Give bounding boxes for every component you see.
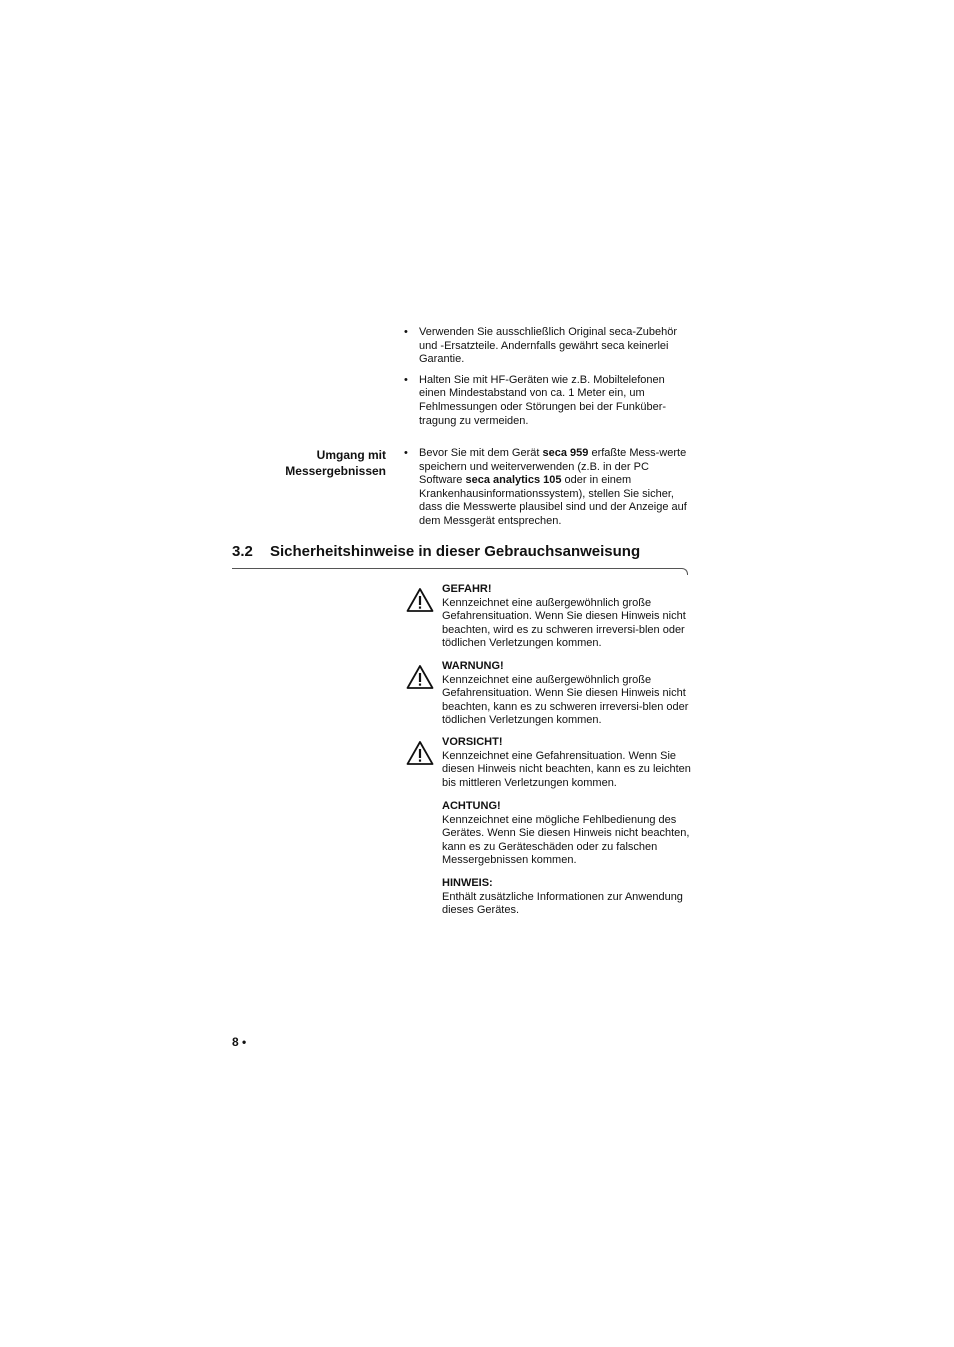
notice-vorsicht — [442, 736, 694, 790]
warning-triangle-icon — [406, 587, 434, 613]
notice-title: VORSICHT! — [442, 736, 503, 748]
notice-title: HINWEIS: — [442, 877, 493, 889]
side-heading-line: Messergebnissen — [285, 464, 386, 478]
notice-warnung — [442, 660, 694, 728]
section-divider-corner — [681, 568, 688, 575]
notice-title: WARNUNG! — [442, 660, 504, 672]
notice-text: Kennzeichnet eine außergewöhnlich große Gefahrensituation. Wenn Sie diesen Hinweis nicht beachten, wird es zu schweren irreversi-blen oder tödlichen Verletzungen kommen. — [442, 596, 686, 650]
bullet-item: • Halten Sie mit HF-Geräten wie z.B. Mobiltelefonen einen Mindestabstand von ca. 1 Meter ein, um Fehlmessungen oder Störungen bei der Funküber-tragung zu vermeiden. — [404, 374, 692, 428]
section-divider — [232, 568, 682, 569]
bullet-item: • Verwenden Sie ausschließlich Original seca-Zubehör und -Ersatzteile. Andernfalls gewährt seca keinerlei Garantie. — [404, 326, 692, 367]
section-heading — [232, 542, 692, 562]
side-heading-line: Umgang mit — [316, 448, 386, 462]
page-number: 8 • — [232, 1035, 247, 1049]
warning-triangle-icon — [406, 740, 434, 766]
bullet-item — [404, 447, 692, 529]
bullet-text: oder in einem Krankenhausinformationssystem), stellen Sie sicher, dass die Messwerte plausibel sind und der Anzeige auf dem Messgerät entsprechen. — [419, 474, 687, 527]
section-title: Sicherheitshinweise in dieser Gebrauchsanweisung — [270, 543, 641, 560]
bullet-list-top — [404, 326, 692, 435]
notice-text: Kennzeichnet eine mögliche Fehlbedienung des Gerätes. Wenn Sie diesen Hinweis nicht beachten, kann es zu Geräteschäden oder zu falschen Messergebnissen kommen. — [442, 813, 690, 867]
product-name: seca 959 — [542, 447, 589, 459]
warning-triangle-icon — [406, 664, 434, 690]
product-name: seca analytics 105 — [465, 474, 562, 487]
notice-text: Enthält zusätzliche Informationen zur Anwendung dieses Gerätes. — [442, 890, 683, 917]
notice-title: ACHTUNG! — [442, 800, 501, 812]
bullet-text: Bevor Sie mit dem Gerät — [419, 447, 543, 459]
bullet-text: erfaßte Mess-werte speichern und weiterverwenden (z.B. in der PC Software — [419, 447, 687, 487]
bullet-list-umgang — [404, 447, 692, 536]
notice-text: Kennzeichnet eine außergewöhnlich große Gefahrensituation. Wenn Sie diesen Hinweis nicht beachten, kann es zu schweren irreversi-blen oder tödlichen Verletzungen kommen. — [442, 673, 689, 727]
notice-gefahr — [442, 583, 694, 651]
section-number: 3.2 — [232, 543, 253, 560]
notice-text: Kennzeichnet eine Gefahrensituation. Wenn Sie diesen Hinweis nicht beachten, kann es zu leichten bis mittleren Verletzungen kommen. — [442, 749, 691, 789]
side-heading-umgang — [230, 447, 386, 479]
notice-hinweis — [442, 877, 694, 918]
notice-title: GEFAHR! — [442, 583, 492, 595]
notice-achtung — [442, 800, 694, 868]
